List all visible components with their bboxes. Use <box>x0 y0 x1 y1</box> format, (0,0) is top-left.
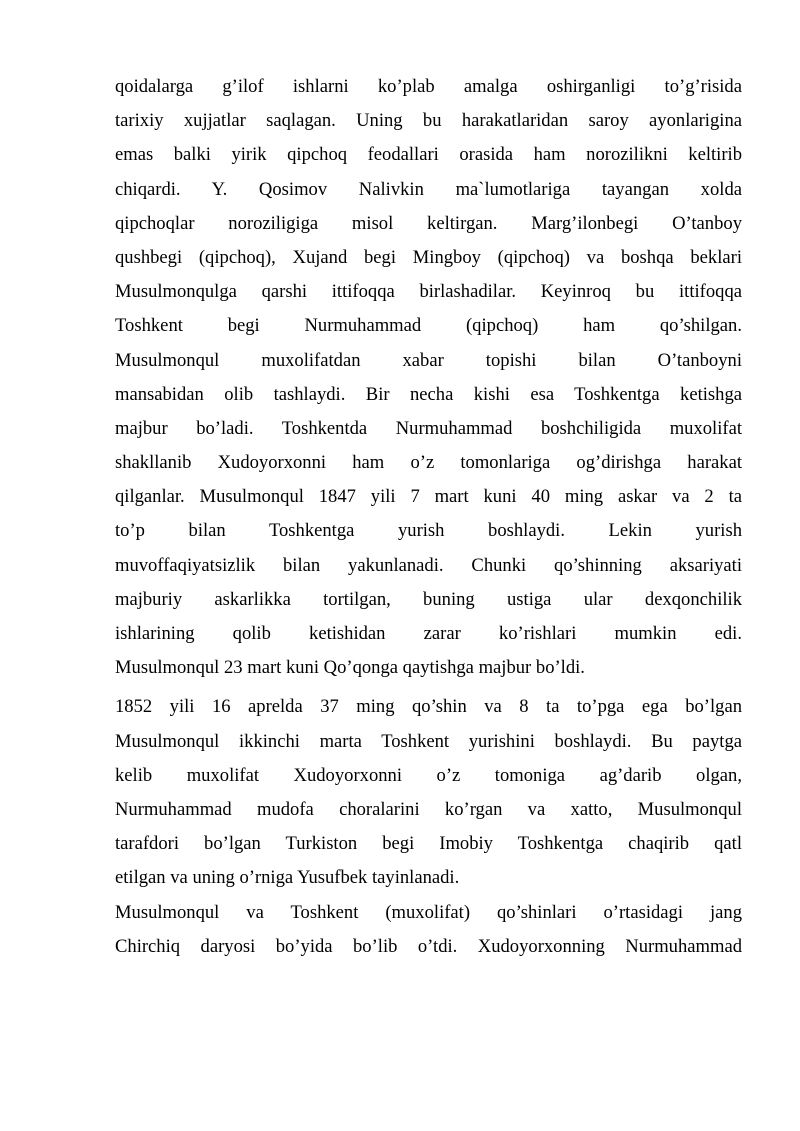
text-line: Toshkent begi Nurmuhammad (qipchoq) ham qo’shilgan. <box>115 315 742 337</box>
text-line: chiqardi. Y. Qosimov Nalivkin ma`lumotlariga tayangan xolda <box>115 178 742 200</box>
text-line: mansabidan olib tashlaydi. Bir necha kishi esa Toshkentga ketishga <box>115 383 742 405</box>
text-line: majbur bo’ladi. Toshkentda Nurmuhammad boshchiligida muxolifat <box>115 417 742 439</box>
text-line: qilganlar. Musulmonqul 1847 yili 7 mart kuni 40 ming askar va 2 ta <box>115 486 742 508</box>
text-line: Musulmonqul va Toshkent (muxolifat) qo’shinlari o’rtasidagi jang <box>115 901 742 923</box>
text-line: tarixiy xujjatlar saqlagan. Uning bu harakatlaridan saroy ayonlarigina <box>115 110 742 132</box>
text-line: Musulmonqul muxolifatdan xabar topishi bilan O’tanboyni <box>115 349 742 371</box>
text-line: tarafdori bo’lgan Turkiston begi Imobiy Toshkentga chaqirib qatl <box>115 833 742 855</box>
text-line: kelib muxolifat Xudoyorxonni o’z tomoniga ag’darib olgan, <box>115 764 742 786</box>
text-line: emas balki yirik qipchoq feodallari orasida ham norozilikni keltirib <box>115 144 742 166</box>
paragraph <box>115 896 742 964</box>
text-line: qushbegi (qipchoq), Xujand begi Mingboy (qipchoq) va boshqa beklari <box>115 246 742 268</box>
text-line: Nurmuhammad mudofa choralarini ko’rgan va xatto, Musulmonqul <box>115 798 742 820</box>
text-line: Chirchiq daryosi bo’yida bo’lib o’tdi. Xudoyorxonning Nurmuhammad <box>115 935 742 957</box>
paragraph <box>115 690 742 895</box>
paragraph <box>115 70 742 685</box>
text-line: qipchoqlar noroziligiga misol keltirgan. Marg’ilonbegi O’tanboy <box>115 212 742 234</box>
text-line: Musulmonqul 23 mart kuni Qo’qonga qaytishga majbur bo’ldi. <box>115 657 585 679</box>
text-line: muvoffaqiyatsizlik bilan yakunlanadi. Chunki qo’shinning aksariyati <box>115 554 742 576</box>
text-line: shakllanib Xudoyorxonni ham o’z tomonlariga og’dirishga harakat <box>115 452 742 474</box>
text-line: 1852 yili 16 aprelda 37 ming qo’shin va 8 ta to’pga ega bo’lgan <box>115 696 742 718</box>
text-line: ishlarining qolib ketishidan zarar ko’rishlari mumkin edi. <box>115 623 742 644</box>
text-line: qoidalarga g’ilof ishlarni ko’plab amalga oshirganligi to’g’risida <box>115 76 742 97</box>
document-page <box>115 70 742 964</box>
text-line: to’p bilan Toshkentga yurish boshlaydi. Lekin yurish <box>115 520 742 542</box>
text-line: majburiy askarlikka tortilgan, buning ustiga ular dexqonchilik <box>115 588 742 610</box>
text-line: Musulmonqulga qarshi ittifoqqa birlashadilar. Keyinroq bu ittifoqqa <box>115 281 742 303</box>
text-line: Musulmonqul ikkinchi marta Toshkent yurishini boshlaydi. Bu paytga <box>115 730 742 752</box>
text-line: etilgan va uning o’rniga Yusufbek tayinlanadi. <box>115 867 460 889</box>
